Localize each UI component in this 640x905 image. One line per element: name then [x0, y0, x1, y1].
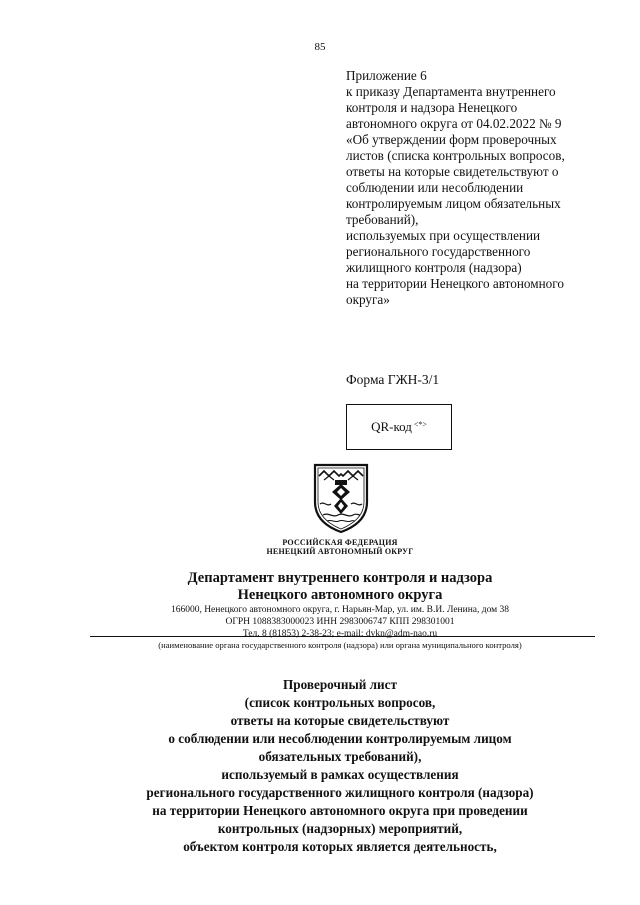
department-registration: ОГРН 1088383000023 ИНН 2983006747 КПП 298301001	[225, 617, 455, 627]
department-details	[0, 604, 640, 640]
page-number: 85	[314, 41, 326, 53]
checklist-line: о соблюдении или несоблюдении контролируемым лицом	[168, 731, 512, 746]
appendix-line: автономного округа от 04.02.2022 № 9	[346, 116, 562, 131]
appendix-reference-block	[346, 68, 606, 308]
appendix-line: регионального государственного	[346, 244, 531, 259]
appendix-line: контролируемым лицом обязательных	[346, 196, 561, 211]
checklist-line: контрольных (надзорных) мероприятий,	[217, 821, 463, 836]
appendix-line: соблюдении или несоблюдении	[346, 180, 524, 195]
department-contacts: Тел. 8 (81853) 2-38-23; e-mail: dvkn@adm-nao.ru	[242, 629, 438, 639]
appendix-line: на территории Ненецкого автономного	[346, 276, 564, 291]
department-name-line: Ненецкого автономного округа	[237, 587, 443, 603]
appendix-line: листов (списка контрольных вопросов,	[346, 148, 565, 163]
checklist-line: ответы на которые свидетельствуют	[230, 713, 450, 728]
department-name	[0, 570, 640, 604]
form-code: Форма ГЖН-3/1	[346, 372, 440, 387]
checklist-line: регионального государственного жилищного контроля (надзора)	[146, 785, 534, 800]
checklist-line: обязательных требований),	[258, 749, 422, 764]
appendix-line: требований),	[346, 212, 419, 227]
checklist-title-block	[0, 676, 640, 856]
federation-line: РОССИЙСКАЯ ФЕДЕРАЦИЯ	[282, 538, 398, 547]
appendix-line: «Об утверждении форм проверочных	[346, 132, 557, 147]
appendix-line: используемых при осуществлении	[346, 228, 541, 243]
department-name-line: Департамент внутреннего контроля и надзора	[187, 570, 493, 586]
checklist-line: используемый в рамках осуществления	[221, 767, 459, 782]
appendix-line: округа»	[346, 292, 390, 307]
appendix-line: к приказу Департамента внутреннего	[346, 84, 556, 99]
department-address: 166000, Ненецкого автономного округа, г. Нарьян-Мар, ул. им. В.И. Ленина, дом 38	[170, 605, 510, 615]
coat-of-arms-icon	[311, 462, 371, 534]
appendix-line: жилищного контроля (надзора)	[346, 260, 522, 275]
federation-header	[0, 538, 640, 556]
appendix-line: ответы на которые свидетельствуют о	[346, 164, 559, 179]
qr-code-placeholder	[346, 404, 452, 450]
checklist-line: на территории Ненецкого автономного округа при проведении	[152, 803, 528, 818]
divider-line	[90, 636, 595, 637]
checklist-line: (список контрольных вопросов,	[244, 695, 436, 710]
appendix-line: контроля и надзора Ненецкого	[346, 100, 518, 115]
qr-label: QR-код	[371, 419, 412, 434]
qr-footnote-mark: <*>	[413, 419, 427, 429]
region-line: НЕНЕЦКИЙ АВТОНОМНЫЙ ОКРУГ	[266, 547, 414, 556]
authority-caption: (наименование органа государственного контроля (надзора) или органа муниципального контроля)	[158, 640, 522, 650]
appendix-line: Приложение 6	[346, 68, 427, 83]
checklist-line: объектом контроля которых является деятельность,	[183, 839, 497, 854]
checklist-title: Проверочный лист	[283, 677, 397, 692]
